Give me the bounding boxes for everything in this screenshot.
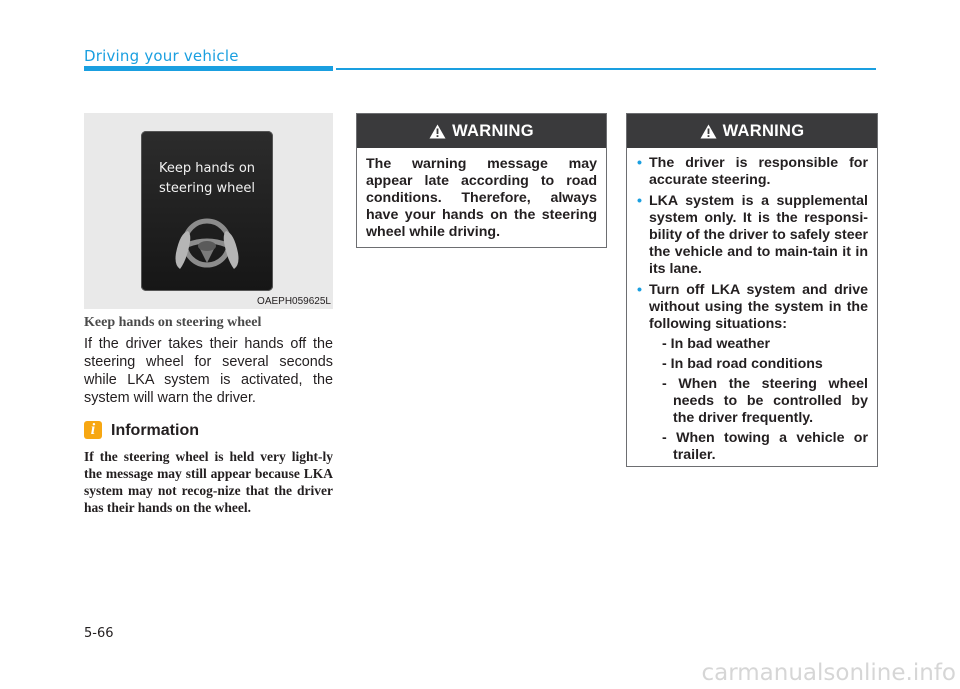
bullet-text: LKA system is a supplemental system only. It is the responsi-bility of the driver to safely steer the vehicle and to main-tain it in its lane. <box>649 193 868 277</box>
figure-panel <box>84 113 333 309</box>
info-title: Information <box>111 422 199 439</box>
bullet-text: The driver is responsible for accurate steering. <box>649 155 868 188</box>
warning-triangle-icon <box>700 124 717 139</box>
watermark: carmanualsonline.info <box>701 660 956 686</box>
sub-list-item: - When the steering wheel needs to be controlled by the driver frequently. <box>662 376 868 426</box>
warning-box-2 <box>626 113 878 467</box>
bullet-dot-icon: • <box>637 193 642 209</box>
steering-wheel-hands-icon <box>172 213 242 275</box>
warning-title-2: WARNING <box>722 121 805 140</box>
display-message: Keep hands on steering wheel <box>158 161 256 196</box>
warning-header-2 <box>627 114 877 148</box>
sub-list-item: - In bad road conditions <box>662 356 823 372</box>
sub-list-item: - In bad weather <box>662 336 770 352</box>
bullet-dot-icon: • <box>637 155 642 171</box>
bullet-text: Turn off LKA system and drive without using the system in the following situations: <box>649 282 868 332</box>
figure-code: OAEPH059625L <box>257 296 331 307</box>
warning-title-1: WARNING <box>452 121 534 140</box>
info-icon: i <box>84 421 102 439</box>
list-item <box>637 193 868 278</box>
warning-body-2 <box>627 148 877 464</box>
warning-triangle-icon <box>429 124 446 139</box>
sub-list-item: - When towing a vehicle or trailer. <box>662 430 868 463</box>
page-number: 5-66 <box>84 626 114 641</box>
list-item <box>637 155 868 189</box>
section-title: Driving your vehicle <box>84 47 239 65</box>
cluster-display <box>141 131 273 291</box>
warning-box-1 <box>356 113 607 248</box>
header-rule-thick <box>84 66 333 71</box>
section-body: If the driver takes their hands off the steering wheel for several seconds while LKA system is activated, the system will warn the driver. <box>84 336 333 406</box>
warning-header-1 <box>357 114 606 148</box>
warning-body-1: The warning message may appear late according to road conditions. Therefore, always have your hands on the steering wheel while driving. <box>366 156 597 240</box>
info-body: If the steering wheel is held very light-ly the message may still appear because LKA system may not recog-nize that the driver has their hands on the wheel. <box>84 449 333 515</box>
header-rule-thin <box>336 68 876 70</box>
bullet-dot-icon: • <box>637 282 642 298</box>
section-heading: Keep hands on steering wheel <box>84 315 262 330</box>
list-item <box>637 282 868 464</box>
